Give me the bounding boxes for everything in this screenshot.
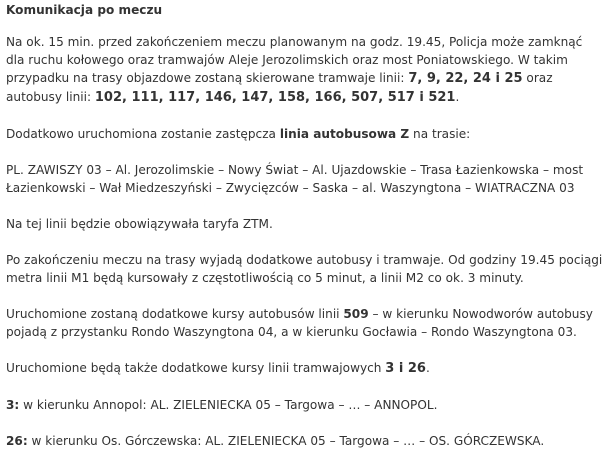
extra-trams-end: . <box>425 361 430 375</box>
article-title: Komunikacja po meczu <box>6 3 163 17</box>
tram-lines-list: 7, 9, 22, 24 i 25 <box>408 71 523 86</box>
paragraph-route: PL. ZAWISZY 03 – Al. Jerozolimskie – Nowy Świat – Al. Ujazdowskie – Trasa Łazienkowska – most Łazienkowski – Wał Miedzeszyński – Zwycięzców – Saska – al. Waszyngtona – WIATRACZNA 03 <box>6 163 584 195</box>
extra-tram-lines: 3 i 26 <box>385 361 426 376</box>
tram-3-route: w kierunku Annopol: AL. ZIELENIECKA 05 – Targowa – … – ANNOPOL. <box>19 398 438 412</box>
replacement-line-name: linia autobusowa Z <box>279 127 410 141</box>
paragraph-tariff: Na tej linii będzie obowiązywała taryfa ZTM. <box>6 217 273 231</box>
replacement-text: Dodatkowo uruchomiona zostanie zastępcza <box>6 127 280 141</box>
bus-lines-list: 102, 111, 117, 146, 147, 158, 166, 507, 517 i 521 <box>94 90 456 105</box>
paragraph-after-match: Po zakończeniu meczu na trasy wyjadą dodatkowe autobusy i tramwaje. Od godziny 19.45 pociągi metra linii M1 będą kursowały z częstotliwością co 5 minut, a linii M2 co ok. 3 minuty. <box>6 253 603 285</box>
paragraph-closure-info <box>6 33 604 107</box>
closure-text-end: . <box>455 90 460 104</box>
extra-trams-text: Uruchomione będą także dodatkowe kursy linii tramwajowych <box>6 361 386 375</box>
paragraph-tram-3 <box>6 396 604 414</box>
bus-509-number: 509 <box>343 307 369 321</box>
bus-509-route-text: – w kierunku Nowodworów autobusy pojadą z przystanku Rondo Waszyngtona 04, a w kierunku Gocławia – Rondo Waszyngtona 03. <box>6 307 593 339</box>
bus-509-text: Uruchomione zostaną dodatkowe kursy autobusów linii <box>6 307 344 321</box>
replacement-text-end: na trasie: <box>409 127 471 141</box>
tram-3-label: 3: <box>6 398 20 412</box>
closure-text-bus: oraz autobusy linii: <box>6 71 553 104</box>
paragraph-replacement-line <box>6 125 604 143</box>
paragraph-extra-trams <box>6 359 604 378</box>
tram-26-route: w kierunku Os. Górczewska: AL. ZIELENIECKA 05 – Targowa – … – OS. GÓRCZEWSKA. <box>27 434 545 448</box>
paragraph-bus-509 <box>6 305 604 341</box>
paragraph-tram-26 <box>6 432 604 450</box>
tram-26-label: 26: <box>6 434 28 448</box>
closure-text: Na ok. 15 min. przed zakończeniem meczu planowanym na godz. 19.45, Policja może zamknąć dla ruchu kołowego oraz tramwajów Aleje Jerozolimskich oraz most Poniatowskiego. W takim przypadku na trasy objazdowe zostaną skierowane tramwaje linii: <box>6 35 583 85</box>
